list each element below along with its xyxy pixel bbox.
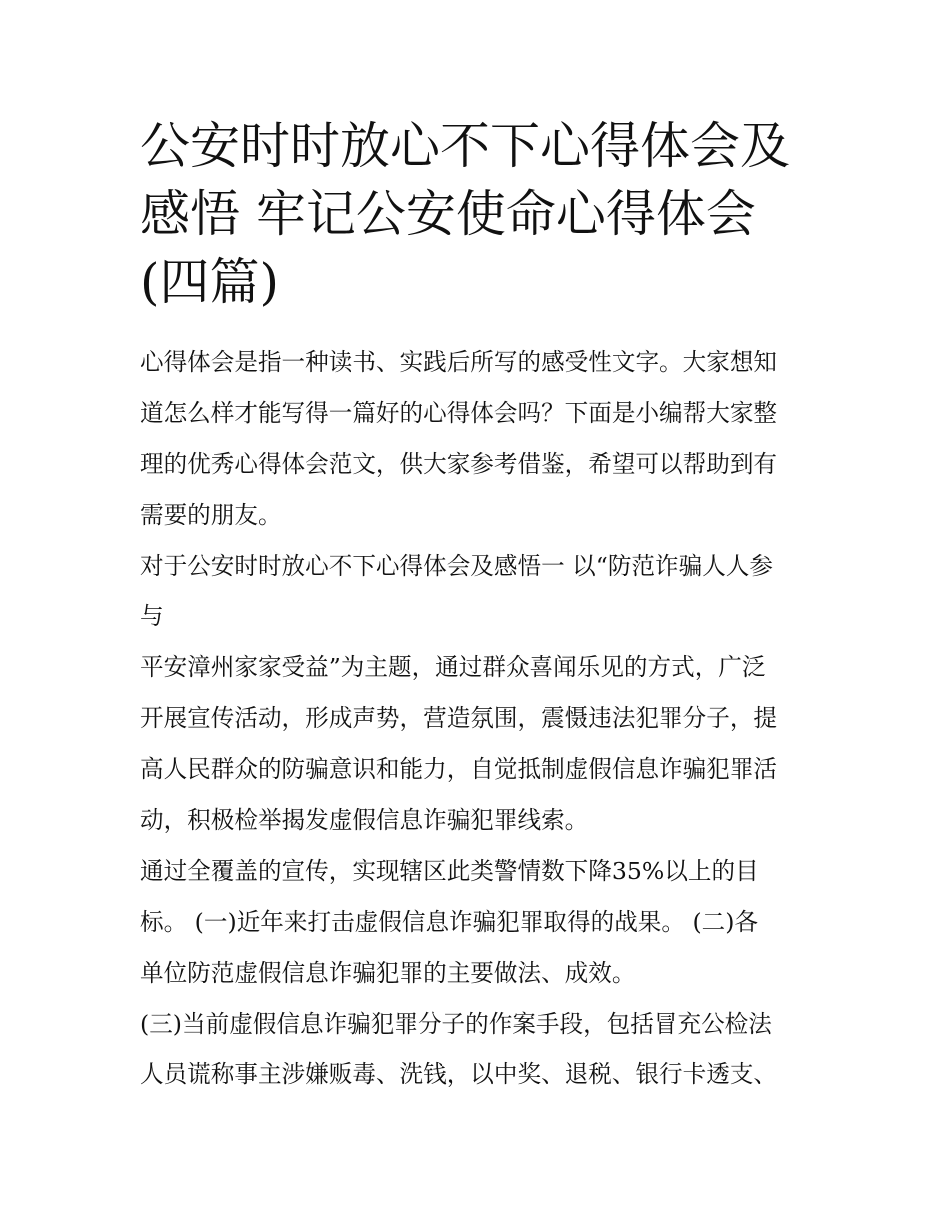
body-line: 人员谎称事主涉嫌贩毒、洗钱，以中奖、退税、银行卡透支、 — [140, 1060, 778, 1089]
title-line: 感悟 牢记公安使命心得体会 — [140, 185, 756, 243]
body-line: 道怎么样才能写得一篇好的心得体会吗？下面是小编帮大家整 — [140, 398, 778, 427]
body-line: 标。 (一)近年来打击虚假信息诈骗犯罪取得的战果。 (二)各 — [140, 907, 759, 936]
document-body — [140, 337, 816, 1100]
body-line: 对于公安时时放心不下心得体会及感悟一 以“防范诈骗人人参 — [140, 551, 773, 580]
body-line: 与 — [140, 602, 164, 631]
body-line: (三)当前虚假信息诈骗犯罪分子的作案手段，包括冒充公检法 — [140, 1009, 772, 1038]
body-line: 高人民群众的防骗意识和能力，自觉抵制虚假信息诈骗犯罪活 — [140, 755, 778, 784]
document-title — [140, 112, 816, 316]
title-line: 公安时时放心不下心得体会及 — [140, 117, 790, 175]
title-line: (四篇) — [140, 253, 280, 311]
body-line: 单位防范虚假信息诈骗犯罪的主要做法、成效。 — [140, 958, 636, 987]
body-line: 平安漳州家家受益”为主题，通过群众喜闻乐见的方式，广泛 — [140, 653, 766, 682]
body-line: 心得体会是指一种读书、实践后所写的感受性文字。大家想知 — [140, 348, 778, 376]
body-line: 动，积极检举揭发虚假信息诈骗犯罪线索。 — [140, 806, 589, 835]
body-line: 理的优秀心得体会范文，供大家参考借鉴，希望可以帮助到有 — [140, 449, 778, 478]
body-line: 开展宣传活动，形成声势，营造氛围，震慑违法犯罪分子，提 — [140, 704, 778, 733]
body-line: 通过全覆盖的宣传，实现辖区此类警情数下降35%以上的目 — [140, 856, 759, 885]
document-content — [140, 112, 816, 1100]
body-line: 需要的朋友。 — [140, 500, 282, 529]
